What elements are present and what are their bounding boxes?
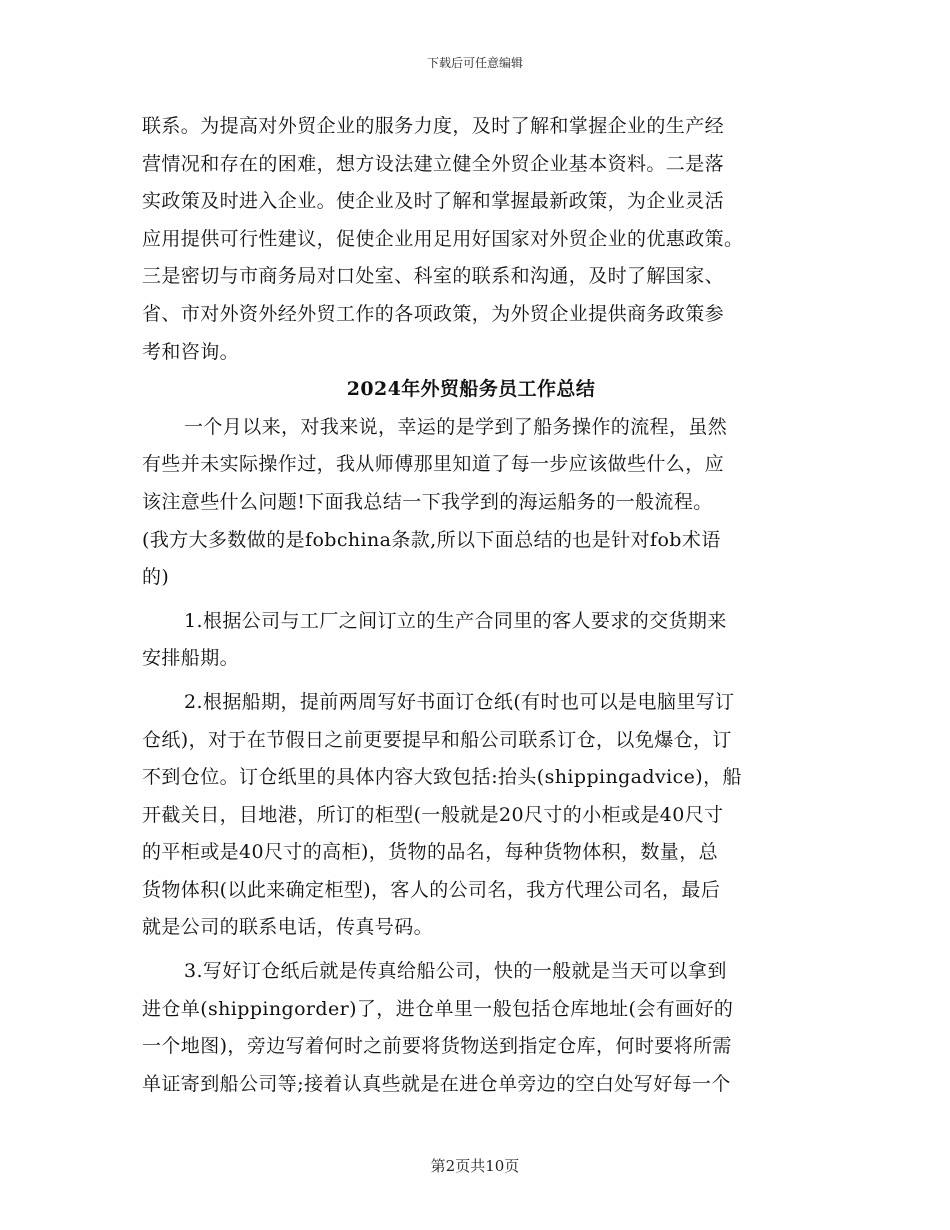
intro-line: 省、市对外资外经外贸工作的各项政策，为外贸企业提供商务政策参 [142,302,725,325]
intro-line: 应用提供可行性建议，促使企业用足用好国家对外贸企业的优惠政策。 [142,227,744,250]
document-body [142,108,810,1103]
paragraph-line: 的) [142,566,170,589]
list-item-line: 3.写好订仓纸后就是传真给船公司，快的一般就是当天可以拿到 [184,960,727,983]
paragraph-line: 一个月以来，对我来说，幸运的是学到了船务操作的流程，虽然 [184,415,728,438]
list-item-line: 安排船期。 [142,647,240,670]
list-item-line: 1.根据公司与工厂之间订立的生产合同里的客人要求的交货期来 [184,609,727,632]
list-item-line: 2.根据船期，提前两周写好书面订仓纸(有时也可以是电脑里写订 [184,690,735,713]
intro-line: 三是密切与市商务局对口处室、科室的联系和沟通，及时了解国家、 [142,265,725,288]
intro-line: 实政策及时进入企业。使企业及时了解和掌握最新政策，为企业灵活 [142,190,725,213]
section-title: 2024年外贸船务员工作总结 [346,378,596,401]
list-item-line: 货物体积(以此来确定柜型)，客人的公司名，我方代理公司名，最后 [142,878,721,901]
intro-line: 考和咨询。 [142,340,240,363]
paragraph-line: 有些并未实际操作过，我从师傅那里知道了每一步应该做些什么，应 [142,453,725,476]
list-item-line: 的平柜或是40尺寸的高柜)，货物的品名，每种货物体积，数量，总 [142,841,718,864]
list-item-line: 就是公司的联系电话，传真号码。 [142,916,434,939]
list-item-line: 不到仓位。订仓纸里的具体内容大致包括:抬头(shippingadvice)，船 [142,766,742,789]
paragraph-line: (我方大多数做的是fobchina条款,所以下面总结的也是针对fob术语 [142,528,721,551]
list-item-line: 仓纸)，对于在节假日之前更要提早和船公司联系订仓，以免爆仓，订 [142,728,732,751]
list-item-line: 开截关日，目地港，所订的柜型(一般就是20尺寸的小柜或是40尺寸 [142,803,724,826]
intro-line: 联系。为提高对外贸企业的服务力度，及时了解和掌握企业的生产经 [142,115,725,137]
list-item-line: 一个地图)，旁边写着何时之前要将货物送到指定仓库，何时要将所需 [142,1035,732,1058]
paragraph-line: 该注意些什么问题!下面我总结一下我学到的海运船务的一般流程。 [142,490,713,513]
intro-line: 营情况和存在的困难，想方设法建立健全外贸企业基本资料。二是落 [142,152,725,175]
list-item-line: 进仓单(shippingorder)了，进仓单里一般包括仓库地址(会有画好的 [142,997,734,1020]
header-note: 下载后可任意编辑 [426,56,523,70]
page-footer: 第2页共10页 [430,1157,520,1175]
list-item-line: 单证寄到船公司等;接着认真些就是在进仓单旁边的空白处写好每一个 [142,1072,731,1095]
